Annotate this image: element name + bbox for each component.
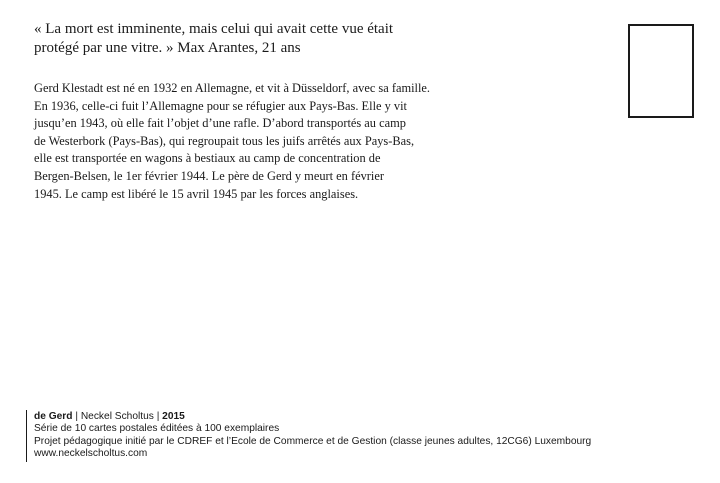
footer-divider [26,410,27,462]
quote-line-2: protégé par une vitre. » Max Arantes, 21 ans [34,40,301,56]
footer-separator: | [72,411,81,422]
body-line: jusqu’en 1943, où elle fait l’objet d’une rafle. D’abord transportés au camp [34,116,406,131]
body-line: 1945. Le camp est libéré le 15 avril 1945 par les forces anglaises. [34,186,359,201]
footer-project: Projet pédagogique initié par le CDREF et l’Ecole de Commerce et de Gestion (classe jeunes adultes, 12CG6) Luxembourg [34,435,592,447]
body-line: Bergen-Belsen, le 1er février 1944. Le père de Gerd y meurt en février [34,168,384,183]
footer-year: 2015 [162,411,185,422]
body-line: elle est transportée en wagons à bestiaux au camp de concentration de [34,151,381,166]
quote-line-1: « La mort est imminente, mais celui qui avait cette vue était [34,21,394,37]
body-line: Gerd Klestadt est né en 1932 en Allemagne, et vit à Düsseldorf, avec sa famille. [34,81,431,95]
body-line: de Westerbork (Pays-Bas), qui regroupait tous les juifs arrêtés aux Pays-Bas, [34,133,415,148]
footer-series: Série de 10 cartes postales éditées à 100 exemplaires [34,423,280,435]
footer-credit-line [34,411,591,423]
stamp-box [628,24,694,118]
footer-separator: | [153,411,163,422]
quote [34,20,434,58]
footer-author: Neckel Scholtus [80,411,154,422]
footer-title: de Gerd [34,411,73,422]
body-text [34,80,444,203]
footer-website: www.neckelscholtus.com [34,448,148,460]
body-line: En 1936, celle-ci fuit l’Allemagne pour se réfugier aux Pays-Bas. Elle y vit [34,98,407,113]
footer [34,411,591,461]
